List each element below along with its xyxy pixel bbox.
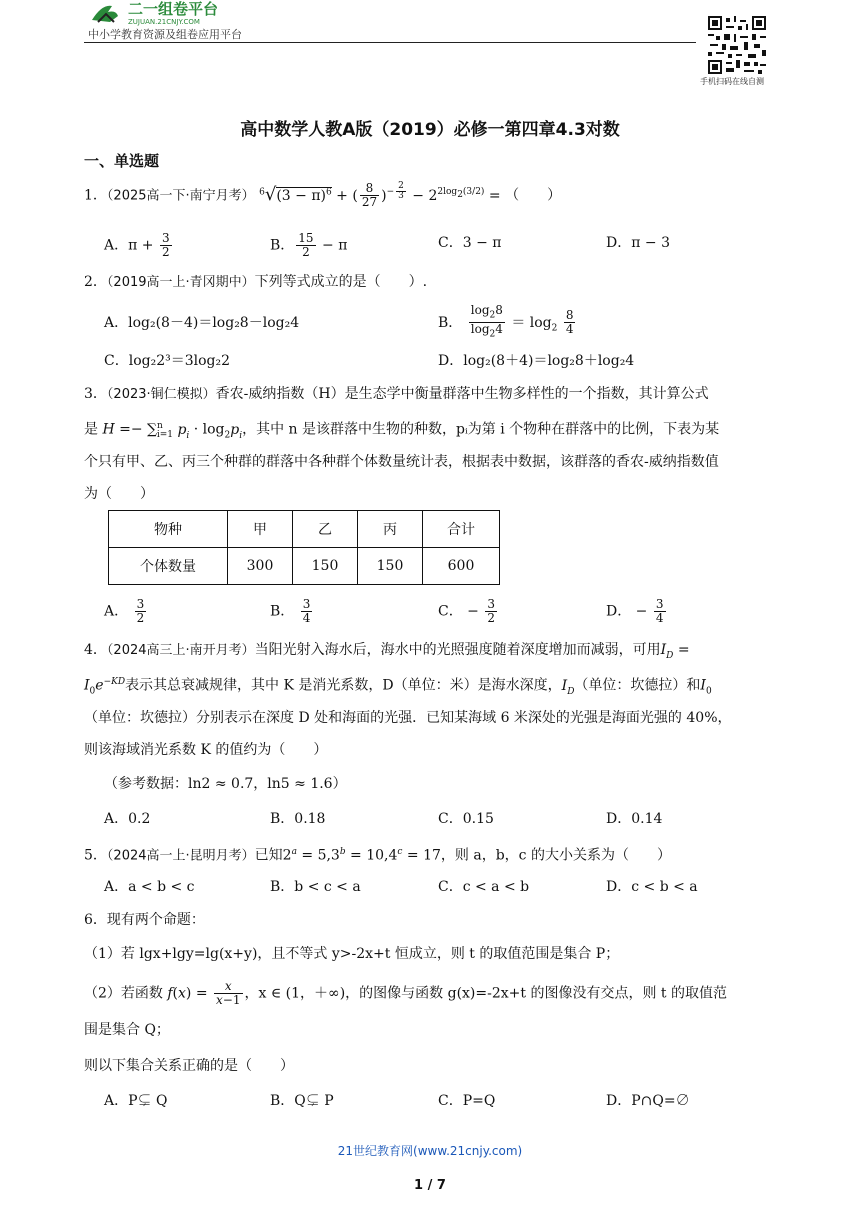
option-d: D． − $\frac{3}{4}$ bbox=[606, 597, 664, 625]
option-b: B．0.18 bbox=[270, 811, 326, 827]
table-header-cell: 甲 bbox=[228, 511, 293, 548]
table-header-cell: 合计 bbox=[423, 511, 500, 548]
svg-text:ZUJUAN.21CNJY.COM: ZUJUAN.21CNJY.COM bbox=[128, 18, 200, 26]
option-c: C．0.15 bbox=[438, 811, 494, 827]
option-c: C． − $\frac{3}{2}$ bbox=[438, 597, 495, 625]
option-b: B． $\frac{\log_28}{\log_24}$ ＝ $\log_2$ $\frac{8}{4}$ bbox=[438, 303, 574, 340]
question-6-line-0: 6．现有两个命题： bbox=[84, 912, 205, 928]
option-a: A．0.2 bbox=[104, 811, 151, 827]
question-3-line-4: 为（ ） bbox=[84, 486, 154, 502]
table-header-cell: 物种 bbox=[109, 511, 228, 548]
option-a: A．P⊊ Q bbox=[104, 1093, 168, 1109]
option-c: C．3 − π bbox=[438, 235, 502, 251]
platform-logo bbox=[88, 0, 278, 26]
page-title: 高中数学人教A版（2019）必修一第四章4.3对数 bbox=[240, 120, 620, 140]
question-3-line-3: 个只有甲、乙、丙三个种群的群落中各种群个体数量统计表，根据表中数据，该群落的香农-威纳指数值 bbox=[84, 454, 719, 470]
question-2-stem: 2．（2019高一上·青冈期中）下列等式成立的是（ ）. bbox=[84, 274, 428, 290]
reference-data: （参考数据：ln2 ≈ 0.7，ln5 ≈ 1.6） bbox=[104, 776, 347, 792]
header-subtitle: 中小学教育资源及组卷应用平台 bbox=[88, 28, 242, 41]
option-c: C．log₂2³＝3log₂2 bbox=[104, 353, 231, 369]
question-source: （2025高一下·南宁月考） bbox=[106, 188, 255, 204]
question-5-stem: 5．（2024高一上·昆明月考）已知$2^a = 5,3^b = 10,4^c = 17$，则 a，b，c 的大小关系为（ ） bbox=[84, 847, 671, 864]
table-cell: 个体数量 bbox=[109, 548, 228, 585]
population-table bbox=[108, 510, 500, 585]
option-a: A．log₂(8－4)＝log₂8－log₂4 bbox=[104, 315, 300, 331]
question-4-line-4: 则该海域消光系数 K 的值约为（ ） bbox=[84, 742, 328, 758]
question-4-line-2: $I_0e^{-KD}$表示其总衰减规律，其中 K 是消光系数，D（单位：米）是海水深度，$I_D$（单位：坎德拉）和$I_0$ bbox=[84, 677, 712, 697]
table-cell: 300 bbox=[228, 548, 293, 585]
option-b: B．b < c < a bbox=[270, 879, 361, 895]
option-d: D．c < b < a bbox=[606, 879, 698, 895]
option-c: C．c < a < b bbox=[438, 879, 530, 895]
option-d: D．π − 3 bbox=[606, 235, 670, 251]
header-divider bbox=[84, 42, 696, 43]
question-6-line-2: （2）若函数 f(x) = $\frac{x}{x-1}$ ，x ∈ (1，＋∞)，的图像与函数 g(x)=-2x+t 的图像没有交点，则 t 的取值范 bbox=[84, 979, 727, 1007]
question-3-line-2: 是 H =− ∑$^n_{i=1}$ $p_i \cdot \log_2p_i$，其中 n 是该群落中生物的种数，pᵢ为第 i 个物种在群落中的比例，下表为某 bbox=[84, 421, 720, 441]
option-a: A．a < b < c bbox=[104, 879, 195, 895]
option-c: C．P=Q bbox=[438, 1093, 496, 1109]
question-3-line-1: 3．（2023·铜仁模拟）香农-威纳指数（H）是生态学中衡量群落中生物多样性的一个指数，其计算公式 bbox=[84, 386, 709, 402]
option-d: D．P∩Q=∅ bbox=[606, 1093, 690, 1109]
question-6-line-4: 则以下集合关系正确的是（ ） bbox=[84, 1058, 294, 1074]
option-a: A． $\frac{3}{2}$ bbox=[104, 597, 145, 625]
section-heading: 一、单选题 bbox=[84, 152, 160, 170]
page-number: 1 / 7 bbox=[414, 1178, 446, 1193]
question-6-line-3: 围是集合 Q； bbox=[84, 1022, 170, 1038]
option-d: D．0.14 bbox=[606, 811, 663, 827]
footer-site-link[interactable]: 21世纪教育网(www.21cnjy.com) bbox=[337, 1144, 523, 1158]
table-header-cell: 丙 bbox=[358, 511, 423, 548]
question-4-line-1: 4．（2024高三上·南开月考）当阳光射入海水后，海水中的光照强度随着深度增加而减弱，可用$I_D$ = bbox=[84, 642, 690, 661]
table-header-row bbox=[109, 511, 500, 548]
option-b: B． $\frac{15}{2}$ − π bbox=[270, 231, 348, 259]
question-4-line-3: （单位：坎德拉）分别表示在深度 D 处和海面的光强．已知某海域 6 米深处的光强是海面光强的 40%， bbox=[84, 710, 732, 726]
option-b: B． $\frac{3}{4}$ bbox=[270, 597, 311, 625]
svg-text:二一组卷平台: 二一组卷平台 bbox=[128, 0, 219, 18]
table-cell: 150 bbox=[293, 548, 358, 585]
question-6-line-1: （1）若 lgx+lgy=lg(x+y)，且不等式 y>-2x+t 恒成立，则 t 的取值范围是集合 P； bbox=[84, 946, 620, 962]
table-cell: 600 bbox=[423, 548, 500, 585]
qr-code-icon bbox=[708, 16, 766, 74]
option-d: D．log₂(8＋4)＝log₂8＋log₂4 bbox=[438, 353, 635, 369]
math-expression: $^6√(3 - \pi)^6$ + ( $\frac{8}{27}$ )$^{- \frac{2}{3}}$ − $2^{2log_2(3/2)}$ = bbox=[259, 181, 506, 210]
table-header-cell: 乙 bbox=[293, 511, 358, 548]
option-a: A．π + $\frac{3}{2}$ bbox=[104, 231, 170, 259]
qr-caption: 手机扫码在线自测 bbox=[700, 77, 764, 86]
option-b: B．Q⊊ P bbox=[270, 1093, 334, 1109]
table-cell: 150 bbox=[358, 548, 423, 585]
table-row bbox=[109, 548, 500, 585]
question-1-stem: 1．（2025高一下·南宁月考） $^6√(3 - \pi)^6$ + ( $\frac{8}{27}$ )$^{- \frac{2}{3}}$ − $2^{2log_2(3/2)}$ = （ ） bbox=[84, 181, 562, 210]
